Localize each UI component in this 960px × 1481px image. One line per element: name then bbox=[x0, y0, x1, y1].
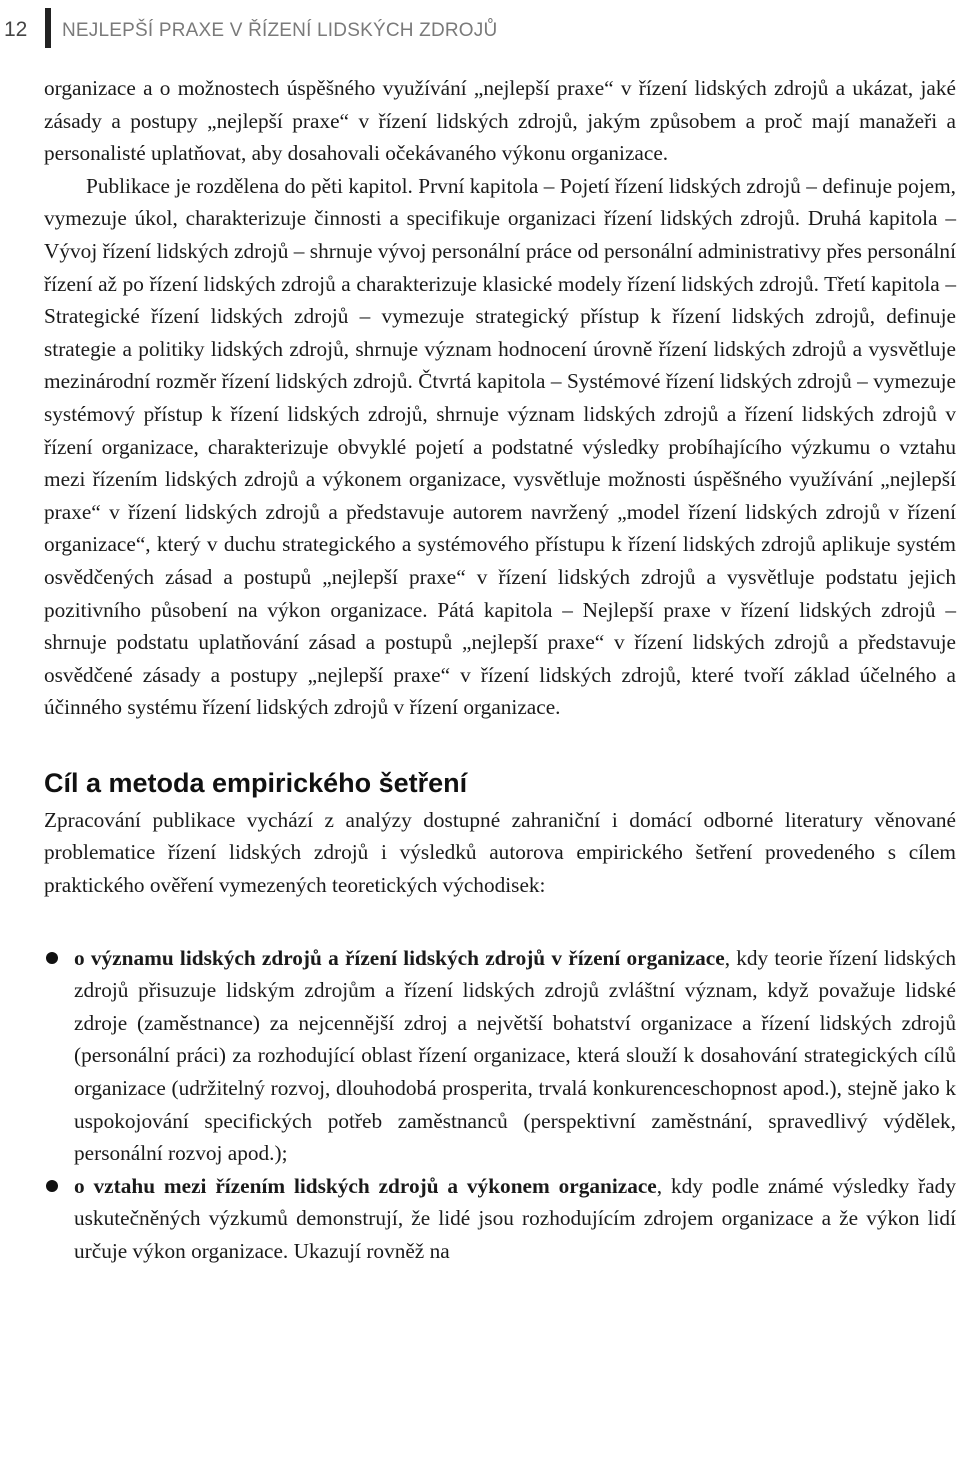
list-item-bold-lead: o významu lidských zdrojů a řízení lidských zdrojů v řízení organizace bbox=[74, 945, 725, 970]
list-item bbox=[44, 942, 956, 1170]
bullet-list bbox=[44, 942, 956, 1268]
page-content bbox=[44, 72, 956, 1268]
list-item-text: , kdy podle známé výsledky řady uskutečněných výzkumů demonstrují, že lidé jsou rozhodujícím zdrojem organizace a že výkon lidí určuje výkon organizace. Ukazují rovněž na bbox=[74, 1173, 956, 1263]
page-number: 12 bbox=[4, 18, 28, 41]
list-item bbox=[44, 1170, 956, 1268]
section-paragraph: Zpracování publikace vychází z analýzy dostupné zahraniční i domácí odborné literatury věnované problematice řízení lidských zdrojů i výsledků autorova empirického šetření provedeného s cílem praktického ověření vymezených teoretických východisek: bbox=[44, 807, 956, 898]
list-item-bold-lead: o vztahu mezi řízením lidských zdrojů a výkonem organizace bbox=[74, 1173, 657, 1198]
intro-paragraph-chapters: Publikace je rozdělena do pěti kapitol. První kapitola – Pojetí řízení lidských zdrojů – definuje pojem, vymezuje úkol, charakterizuje činnosti a specifikuje organizaci řízení lidských zdrojů. Druhá kapitola – Vývoj řízení lidských zdrojů – shrnuje vývoj personální práce od personální administrativy přes personální řízení až po řízení lidských zdrojů a charakterizuje klasické modely řízení lidských zdrojů. Třetí kapitola – Strategické řízení lidských zdrojů – vymezuje strategický přístup k řízení lidských zdrojů, definuje strategie a politiky lidských zdrojů, shrnuje význam hodnocení úrovně řízení lidských zdrojů a vysvětluje mezinárodní rozměr řízení lidských zdrojů. Čtvrtá kapitola – Systémové řízení lidských zdrojů – vymezuje systémový přístup k řízení lidských zdrojů, shrnuje význam lidských zdrojů a řízení lidských zdrojů v řízení organizace, charakterizuje obvyklé pojetí a podstatné výsledky probíhajícího výzkumu o vztahu mezi řízením lidských zdrojů a výkonem organizace, vysvětluje možnosti úspěšného využívání „nejlepší praxe“ v řízení lidských zdrojů a představuje autorem navržený „model řízení lidských zdrojů v řízení organizace“, který v duchu strategického a systémového přístupu k řízení lidských zdrojů aplikuje systém osvědčených zásad a postupů „nejlepší praxe“ v řízení lidských zdrojů a vysvětluje podstatu jejich pozitivního působení na výkon organizace. Pátá kapitola – Nejlepší praxe v řízení lidských zdrojů – shrnuje podstatu uplatňování zásad a postupů „nejlepší praxe“ v řízení lidských zdrojů a představuje osvědčené zásady a postupy „nejlepší praxe“ v řízení lidských zdrojů, které tvoří základ účelného a účinného systému řízení lidských zdrojů v řízení organizace. bbox=[44, 173, 956, 720]
bullet-icon bbox=[46, 952, 58, 964]
section-heading: Cíl a metoda empirického šetření bbox=[44, 767, 468, 798]
intro-paragraph-continuation: organizace a o možnostech úspěšného využívání „nejlepší praxe“ v řízení lidských zdrojů a ukázat, jaké zásady a postupy „nejlepší praxe“ v řízení lidských zdrojů, jakým způsobem a proč mají manažeři a personalisté uplatňovat, aby dosahovali očekávaného výkonu organizace. bbox=[44, 76, 956, 166]
list-item-text: , kdy teorie řízení lidských zdrojů přisuzuje lidským zdrojům a řízení lidských zdrojů zvláštní význam, když považuje lidské zdroje (zaměstnance) za nejcennější zdroj a největší bohatství organizace a řízení lidských zdrojů (personální práci) za rozhodující oblast řízení organizace, která slouží k dosahování strategických cílů organizace (udržitelný rozvoj, dlouhodobá prosperita, trvalá konkurenceschopnost apod.), stejně jako k uspokojování specifických potřeb zaměstnanců (perspektivní zaměstnání, spravedlivý výdělek, personální rozvoj apod.); bbox=[74, 945, 956, 1166]
header-divider-bar bbox=[45, 8, 51, 48]
running-title: NEJLEPŠÍ PRAXE V ŘÍZENÍ LIDSKÝCH ZDROJŮ bbox=[62, 20, 498, 41]
page-header bbox=[0, 8, 960, 48]
bullet-icon bbox=[46, 1180, 58, 1192]
